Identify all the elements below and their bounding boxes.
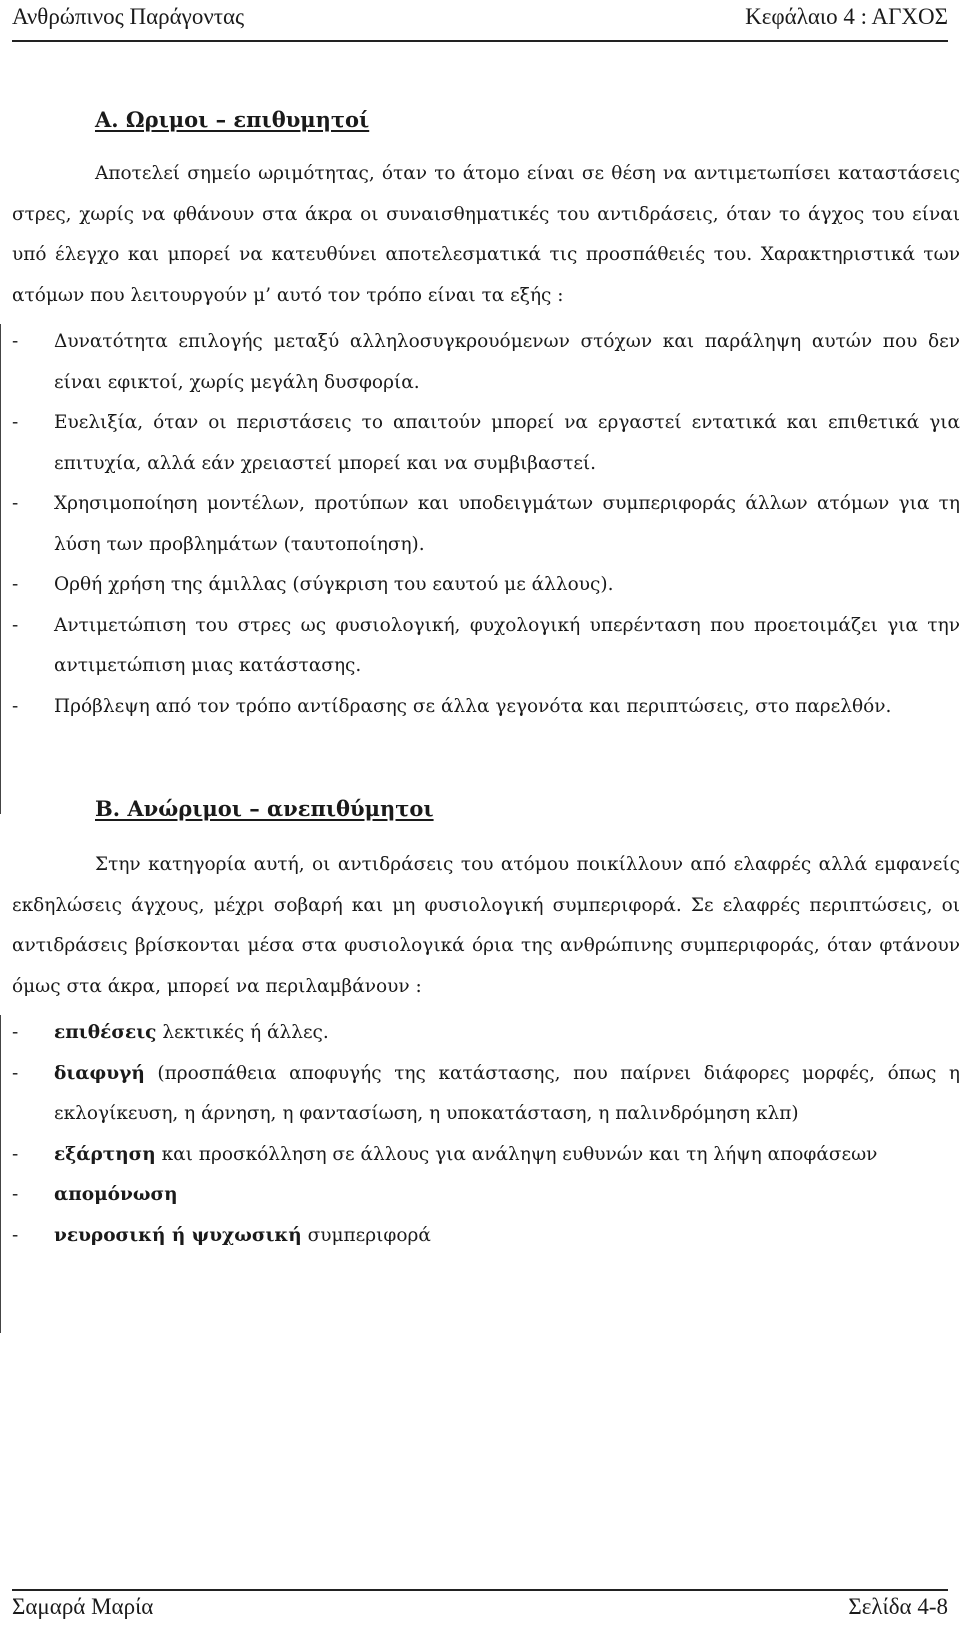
list-item: - επιθέσεις λεκτικές ή άλλες. [12, 1022, 329, 1043]
list-item: - Δυνατότητα επιλογής μεταξύ αλληλοσυγκρουόμενων στόχων και παράληψη αυτών που δεν είναι εφικτοί, χωρίς μεγάλη δυσφορία. [12, 331, 960, 393]
list-item: - νευροσική ή ψυχωσική συμπεριφορά [12, 1224, 431, 1246]
list-margin-bar [0, 324, 1, 814]
header-divider [12, 40, 948, 42]
list-margin-bar [0, 1015, 1, 1333]
section-a-paragraph: Αποτελεί σημείο ωριμότητας, όταν το άτομο είναι σε θέση να αντιμετωπίσει καταστάσεις στρες, χωρίς να φθάνουν στα άκρα οι συναισθηματικές του αντιδράσεις, όταν το άγχος του είναι υπό έλεγχο και μπορεί να κατευθύνει αποτελεσματικά τις προσπάθειές του. Χαρακτηριστικά των ατόμων που λειτουργούν μ’ αυτό τον τρόπο είναι τα εξής : [12, 163, 960, 306]
section-a-heading: Α. Ωριμοι – επιθυμητοί [95, 107, 370, 132]
list-item: - απομόνωση [12, 1184, 178, 1205]
page-content [12, 104, 960, 1256]
page-header [12, 4, 948, 34]
list-item: - εξάρτηση και προσκόλληση σε άλλους για ανάληψη ευθυνών και τη λήψη αποφάσεων [12, 1143, 878, 1165]
section-b-heading: Β. Ανώριμοι – ανεπιθύμητοι [95, 796, 434, 821]
list-item: - Πρόβλεψη από τον τρόπο αντίδρασης σε άλλα γεγονότα και περιπτώσεις, στο παρελθόν. [12, 695, 892, 717]
list-item: - Ορθή χρήση της άμιλλας (σύγκριση του εαυτού με άλλους). [12, 574, 614, 595]
page-footer [12, 1594, 948, 1624]
header-title: Ανθρώπινος Παράγοντας [12, 4, 245, 29]
section-a-list [12, 322, 960, 727]
list-item: - διαφυγή (προσπάθεια αποφυγής της κατάστασης, που παίρνει διάφορες μορφές, όπως η εκλογίκευση, η άρνηση, η φαντασίωση, η υποκατάσταση, η παλινδρόμηση κλπ) [12, 1062, 960, 1124]
list-item: - Ευελιξία, όταν οι περιστάσεις το απαιτούν μπορεί να εργαστεί εντατικά και επιθετικά για επιτυχία, αλλά εάν χρειαστεί μπορεί και να συμβιβαστεί. [12, 412, 960, 474]
footer-author: Σαμαρά Μαρία [12, 1594, 154, 1619]
section-b-list [12, 1013, 960, 1256]
page-number: Σελίδα 4-8 [848, 1594, 948, 1619]
section-b-paragraph: Στην κατηγορία αυτή, οι αντιδράσεις του ατόμου ποικίλλουν από ελαφρές αλλά εμφανείς εκδηλώσεις άγχους, μέχρι σοβαρή και μη φυσιολογική συμπεριφορά. Σε ελαφρές περιπτώσεις, οι αντιδράσεις βρίσκονται μέσα στα φυσιολογικά όρια της ανθρώπινης συμπεριφοράς, όταν φτάνουν όμως στα άκρα, μπορεί να περιλαμβάνουν : [12, 854, 960, 997]
list-item: - Αντιμετώπιση του στρες ως φυσιολογική, φυχολογική υπερένταση που προετοιμάζει για την αντιμετώπιση μιας κατάστασης. [12, 614, 960, 676]
footer-divider [12, 1589, 948, 1591]
list-item: - Χρησιμοποίηση μοντέλων, προτύπων και υποδειγμάτων συμπεριφοράς άλλων ατόμων για τη λύση των προβλημάτων (ταυτοποίηση). [12, 493, 960, 555]
header-chapter: Κεφάλαιο 4 : ΑΓΧΟΣ [745, 4, 948, 29]
